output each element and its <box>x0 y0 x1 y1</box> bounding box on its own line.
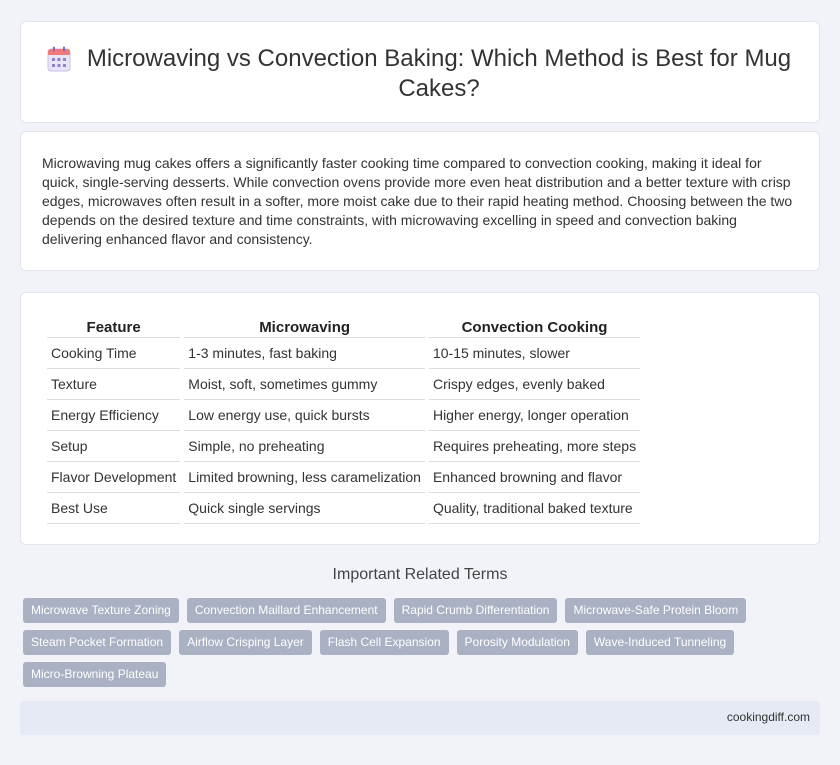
header-microwaving: Microwaving <box>184 316 425 338</box>
table-cell: Enhanced browning and flavor <box>429 462 640 493</box>
table-header-row <box>47 316 640 338</box>
related-term-tag[interactable]: Micro-Browning Plateau <box>23 662 166 687</box>
comparison-table <box>43 316 644 524</box>
table-row <box>47 462 640 493</box>
related-term-tag[interactable]: Porosity Modulation <box>457 630 578 655</box>
related-term-tag[interactable]: Microwave-Safe Protein Bloom <box>565 598 746 623</box>
title-card <box>20 21 820 123</box>
table-row <box>47 493 640 524</box>
table-cell: Energy Efficiency <box>47 400 180 431</box>
header-feature: Feature <box>47 316 180 338</box>
table-cell: Flavor Development <box>47 462 180 493</box>
related-term-tag[interactable]: Steam Pocket Formation <box>23 630 171 655</box>
related-terms-list <box>23 598 783 687</box>
table-cell: Quality, traditional baked texture <box>429 493 640 524</box>
comparison-card <box>20 292 820 545</box>
table-row <box>47 369 640 400</box>
table-cell: Higher energy, longer operation <box>429 400 640 431</box>
related-term-tag[interactable]: Airflow Crisping Layer <box>179 630 312 655</box>
footer <box>20 701 820 735</box>
table-cell: Moist, soft, sometimes gummy <box>184 369 425 400</box>
table-cell: Cooking Time <box>47 338 180 369</box>
table-cell: Simple, no preheating <box>184 431 425 462</box>
table-cell: Quick single servings <box>184 493 425 524</box>
table-row <box>47 431 640 462</box>
related-term-tag[interactable]: Convection Maillard Enhancement <box>187 598 386 623</box>
table-cell: Requires preheating, more steps <box>429 431 640 462</box>
intro-paragraph: Microwaving mug cakes offers a significantly faster cooking time compared to convection cooking, making it ideal for quick, single-serving desserts. While convection ovens provide more even heat distribution and a better texture with crisp edges, microwaves often result in a softer, more moist cake due to their rapid heating method. Choosing between the two depends on the desired texture and time constraints, with microwaving excelling in speed and convection baking delivering enhanced flavor and consistency. <box>42 155 793 247</box>
table-cell: Low energy use, quick bursts <box>184 400 425 431</box>
table-cell: Best Use <box>47 493 180 524</box>
table-cell: Texture <box>47 369 180 400</box>
table-row <box>47 338 640 369</box>
related-term-tag[interactable]: Rapid Crumb Differentiation <box>394 598 558 623</box>
table-cell: Setup <box>47 431 180 462</box>
page-title: Microwaving vs Convection Baking: Which Method is Best for Mug Cakes? <box>86 45 792 102</box>
related-term-tag[interactable]: Wave-Induced Tunneling <box>586 630 734 655</box>
table-cell: Crispy edges, evenly baked <box>429 369 640 400</box>
intro-card <box>20 131 820 271</box>
related-term-tag[interactable]: Flash Cell Expansion <box>320 630 449 655</box>
table-row <box>47 400 640 431</box>
related-term-tag[interactable]: Microwave Texture Zoning <box>23 598 179 623</box>
header-convection: Convection Cooking <box>429 316 640 338</box>
related-terms-title: Important Related Terms <box>332 566 508 583</box>
table-cell: Limited browning, less caramelization <box>184 462 425 493</box>
table-cell: 1-3 minutes, fast baking <box>184 338 425 369</box>
table-cell: 10-15 minutes, slower <box>429 338 640 369</box>
footer-site-link[interactable]: cookingdiff.com <box>726 710 810 724</box>
